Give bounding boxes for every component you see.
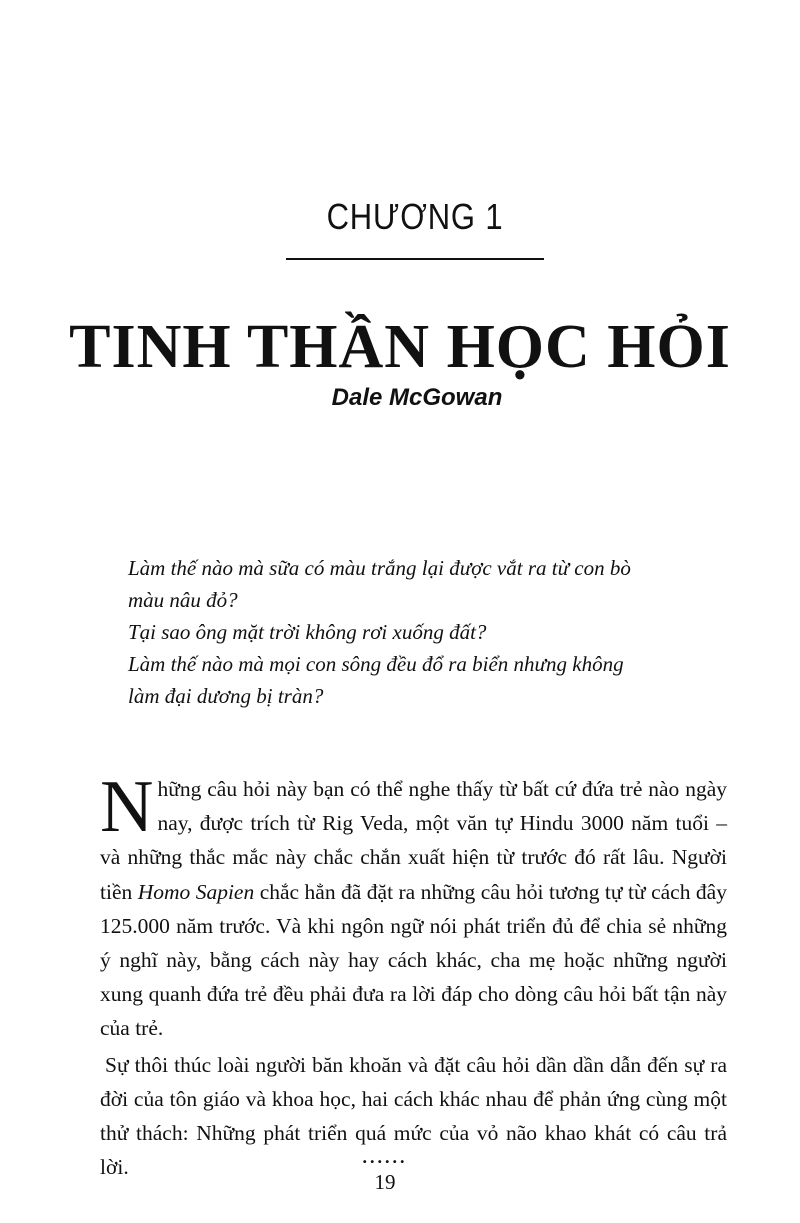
epigraph-line: Làm thế nào mà sữa có màu trắng lại được vắt ra từ con bò [128,556,631,580]
paragraph-1 [100,766,727,1046]
body-text [100,766,727,1184]
epigraph-line: màu nâu đỏ? [128,588,238,612]
drop-cap: N [100,766,154,848]
page-ornament: ...... [362,1147,408,1167]
paragraph-2: Sự thôi thúc loài người băn khoăn và đặt câu hỏi dần dần dẫn đến sự ra đời của tôn giáo và khoa học, hai cách khác nhau để phản ứng cùng một thử thách: Những phát triển quá mức của vỏ não khao khát có câu trả lời. [100,1052,727,1180]
page-number: 19 [374,1170,396,1194]
chapter-divider [286,258,544,260]
species-name: Homo Sapien [137,879,255,904]
epigraph-line: làm đại dương bị tràn? [128,684,324,708]
epigraph [128,552,688,712]
chapter-label: CHƯƠNG 1 [326,196,504,237]
chapter-title: TINH THẦN HỌC HỎI [69,313,731,381]
epigraph-line: Tại sao ông mặt trời không rơi xuống đất? [128,620,487,644]
author-name: Dale McGowan [331,384,503,411]
epigraph-line: Làm thế nào mà mọi con sông đều đổ ra biển nhưng không [128,652,624,676]
paragraph-1-text-a: hững câu hỏi này bạn có thể nghe thấy từ bất cứ đứa trẻ nào ngày nay, được trích từ Rig Veda, một văn tự Hindu 3000 năm tuổi – và những thắc mắc này chắc chắn xuất hiện từ trước đó rất lâu. Người tiền [100,777,727,904]
paragraph-1-text-b: chắc hẳn đã đặt ra những câu hỏi tương tự từ cách đây 125.000 năm trước. Và khi ngôn ngữ nói phát triển đủ để chia sẻ những ý nghĩ này, bằng cách này hay cách khác, cha mẹ hoặc những người xung quanh đứa trẻ đều phải đưa ra lời đáp cho dòng câu hỏi bất tận này của trẻ. [100,879,727,1041]
